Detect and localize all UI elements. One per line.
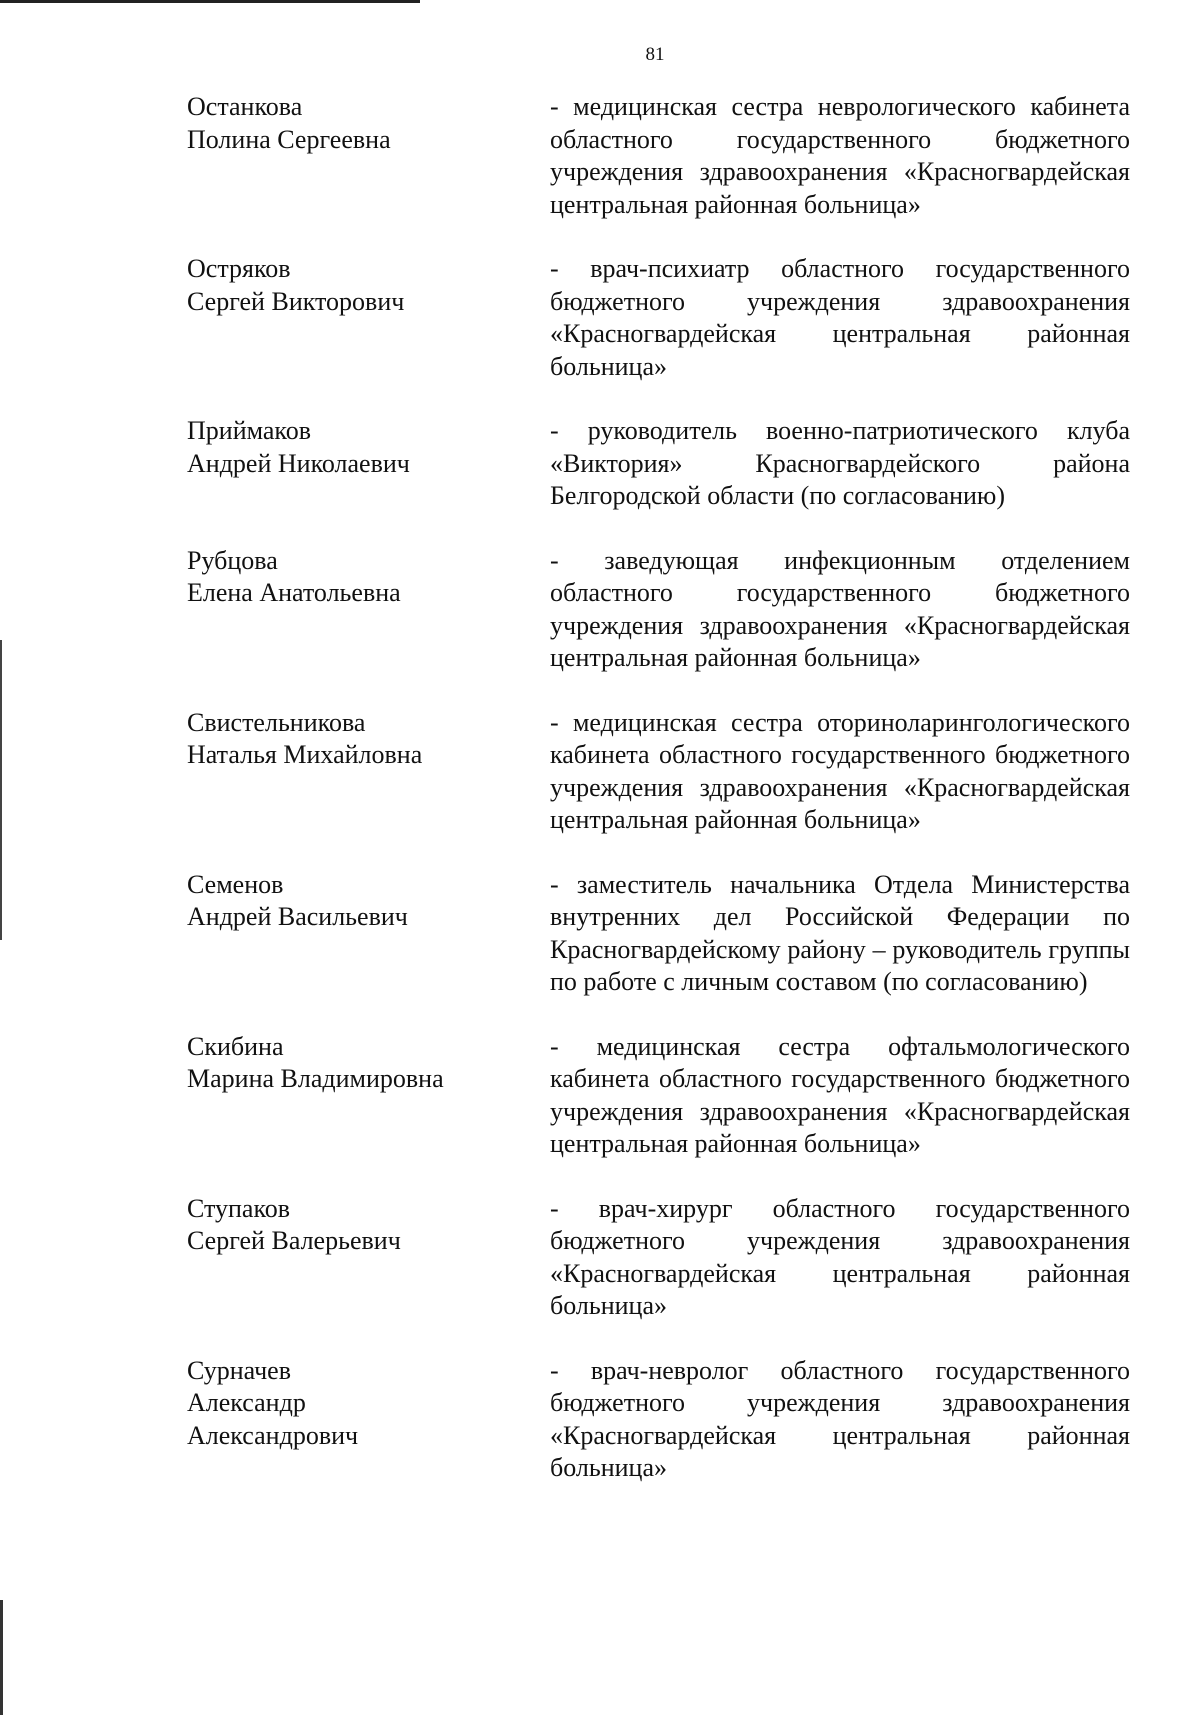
member-given-name: Сергей Валерьевич [187,1226,401,1255]
member-name [187,1031,550,1161]
member-entry [187,91,1132,221]
member-name [187,415,550,513]
member-position: - руководитель военно-патриотического клуба «Виктория» Красногвардейского района Белгородской области (по согласованию) [550,416,1130,510]
scan-edge-left [0,640,2,940]
member-name [187,1355,550,1485]
member-given-name: Марина Владимировна [187,1064,444,1093]
scan-edge-top [0,0,420,3]
member-given-name: Елена Анатольевна [187,578,401,607]
member-entry [187,707,1132,837]
member-surname: Приймаков [187,416,312,445]
scan-edge-left-bottom [0,1600,3,1715]
member-surname: Останкова [187,92,303,121]
member-given-name: Андрей Васильевич [187,902,408,931]
member-surname: Семенов [187,869,284,899]
member-surname: Остряков [187,254,291,283]
member-entry [187,1031,1132,1161]
member-entry [187,1193,1132,1323]
member-position: - заведующая инфекционным отделением областного государственного бюджетного учреждения здравоохранения «Красногвардейская центральная районная больница» [550,545,1130,672]
member-name [187,1193,550,1323]
member-position: - заместитель начальника Отдела Министерства внутренних дел Российской Федерации по Красногвардейскому району – руководитель группы по работе с личным составом (по согласованию) [550,869,1130,996]
member-name [187,869,550,999]
member-position: - врач-невролог областного государственного бюджетного учреждения здравоохранения «Красногвардейская центральная районная больница» [550,1355,1130,1482]
member-position: - медицинская сестра офтальмологического кабинета областного государственного бюджетного учреждения здравоохранения «Красногвардейская центральная районная больница» [550,1031,1130,1158]
member-entry [187,545,1132,675]
member-entry [187,1355,1132,1485]
member-given-name: Александр Александрович [187,1388,359,1450]
member-position: - медицинская сестра неврологического кабинета областного государственного бюджетного учреждения здравоохранения «Красногвардейская центральная районная больница» [550,92,1130,219]
member-surname: Свистельникова [187,707,366,737]
member-position: - врач-психиатр областного государственного бюджетного учреждения здравоохранения «Красногвардейская центральная районная больница» [550,254,1130,381]
member-entry [187,253,1132,383]
member-given-name: Наталья Михайловна [187,740,423,769]
member-entry [187,869,1132,999]
member-given-name: Андрей Николаевич [187,448,410,478]
member-name [187,707,550,837]
member-list [187,91,1132,1517]
member-position: - медицинская сестра оториноларингологического кабинета областного государственного бюджетного учреждения здравоохранения «Красногвардейская центральная районная больница» [550,707,1130,834]
member-name [187,253,550,383]
member-surname: Ступаков [187,1193,291,1223]
member-entry [187,415,1132,513]
member-given-name: Полина Сергеевна [187,124,391,154]
member-surname: Скибина [187,1031,284,1061]
page-number: 81 [645,44,665,65]
member-name [187,545,550,675]
member-given-name: Сергей Викторович [187,286,405,316]
member-name [187,91,550,221]
member-surname: Сурначев [187,1355,291,1385]
member-position: - врач-хирург областного государственного бюджетного учреждения здравоохранения «Красногвардейская центральная районная больница» [550,1193,1130,1320]
member-surname: Рубцова [187,545,278,575]
